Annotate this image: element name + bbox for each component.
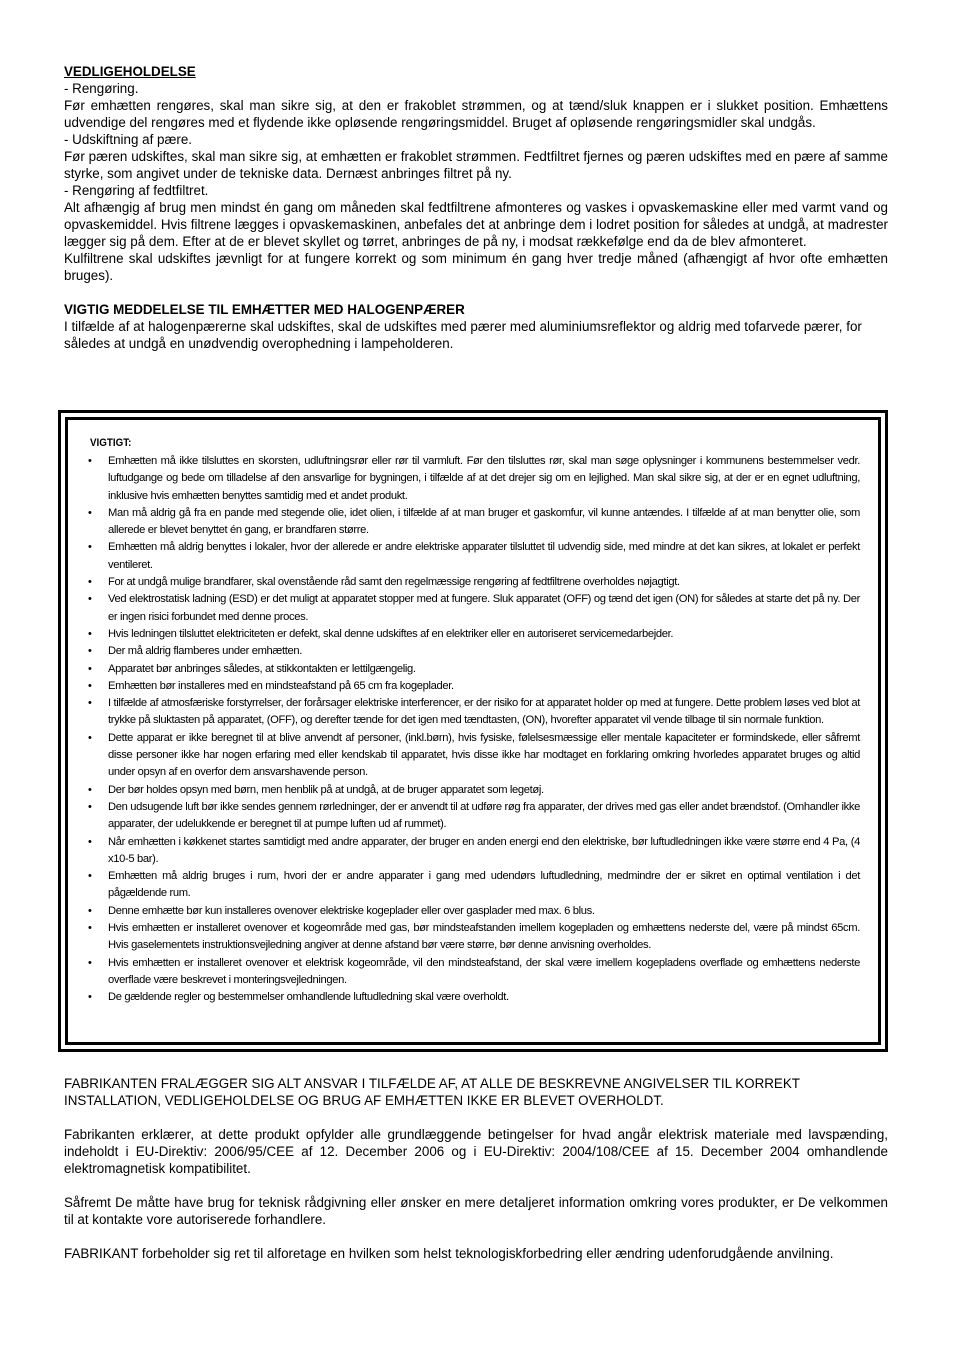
important-list-item (88, 678, 860, 695)
bullet-icon: • (88, 627, 92, 640)
cleaning-paragraph: Før emhætten rengøres, skal man sikre sig, at den er frakoblet strømmen, og at tænd/sluk knappen er i slukket position. Emhættens udvendige del rengøres med et flydende ikke opløsende rengøringsmiddel. Bruget af opløsende rengøringsmidler skal undgås. (64, 98, 888, 130)
important-list-item (88, 868, 860, 903)
filter-subheading: - Rengøring af fedtfiltret. (64, 183, 209, 198)
important-list-item-text: Der må aldrig flamberes under emhætten. (108, 645, 303, 658)
important-list-item-text: Emhætten må aldrig benyttes i lokaler, hvor der allerede er andre elektriske apparater tilsluttet til udvendig side, med mindre at det kan sikres, at lokalet er perfekt ventileret. (108, 541, 860, 571)
bullet-icon: • (88, 991, 92, 1004)
important-title: VIGTIGT: (90, 437, 132, 449)
footer-section (64, 1075, 888, 1279)
important-list-item-text: Emhætten må aldrig bruges i rum, hvori der er andre apparater i gang med udendørs luftudledning, medmindre der er sikret en optimal ventilation i det pågældende rum. (108, 870, 860, 900)
important-list-item (88, 834, 860, 869)
filter-paragraph: Alt afhængig af brug men mindst én gang om måneden skal fedtfiltrene afmonteres og vaskes i opvaskemaskine eller med varmt vand og opvaskemiddel. Hvis filtrene lægges i opvaskemaskinen, anbefales det at anbringe dem i lodret position for således at undgå, at madrester lægger sig på dem. Efter at de er blevet skyllet og tørret, anbringes de på ny, i modsat rækkefølge end da de blev afmonteret. (64, 200, 888, 249)
important-list-item-text: Når emhætten i køkkenet startes samtidigt med andre apparater, der bruger en anden energi end den elektriske, bør luftudledningen ikke være større end 4 Pa, (4 x10-5 bar). (108, 835, 860, 865)
bullet-icon: • (88, 956, 92, 969)
bullet-icon: • (88, 645, 92, 658)
reserve-paragraph: FABRIKANT forbeholder sig ret til alforetage en hvilken som helst teknologiskforbedring eller ændring udenforudgående anvilning. (64, 1246, 834, 1261)
important-list-item-text: Apparatet bør anbringes således, at stikkontakten er lettilgængelig. (108, 662, 416, 675)
bullet-icon: • (88, 593, 92, 606)
important-list-item-text: Dette apparat er ikke beregnet til at blive anvendt af personer, (inkl.børn), hvis fysiske, følelsesmæssige eller mentale kapaciteter er formindskede, eller såfremt disse personer ikke har nogen erfaring med eller kendskab til apparatet, hvis disse ikke har modtaget en forklaring omkring hvorledes apparatet bruges og altid under opsyn af en overfor dem ansvarshavende person. (108, 731, 860, 779)
important-list-item (88, 574, 860, 591)
bulb-subheading: - Udskiftning af pære. (64, 132, 193, 147)
halogen-heading: VIGTIG MEDDELELSE TIL EMHÆTTER MED HALOGENPÆRER (64, 302, 465, 317)
bullet-icon: • (88, 731, 92, 744)
important-notice-box (58, 410, 888, 1052)
bullet-icon: • (88, 506, 92, 519)
bullet-icon: • (88, 576, 92, 589)
important-list-item-text: Hvis emhætten er installeret ovenover et elektrisk kogeområde, vil den mindsteafstand, der skal være imellem kogepladens overflade og emhættens nederste overflade være beskrevet i monteringsvejledningen. (108, 956, 860, 986)
bullet-icon: • (88, 922, 92, 935)
important-list-item (88, 920, 860, 955)
important-list-item (88, 730, 860, 782)
important-list-item-text: De gældende regler og bestemmelser omhandlende luftudledning skal være overholdt. (108, 991, 509, 1004)
important-list-item (88, 591, 860, 626)
important-list-item (88, 782, 860, 799)
important-list-item (88, 903, 860, 920)
important-list-item-text: Ved elektrostatisk ladning (ESD) er det muligt at apparatet stopper med at fungere. Sluk apparatet (OFF) og tænd det igen (ON) for således at starte det på ny. Der er ingen risici forbundet med denne proces. (108, 593, 860, 623)
important-list-item-text: I tilfælde af atmosfæriske forstyrrelser, der forårsager elektriske interferencer, er der risiko for at apparatet holder op med at fungere. Dette problem løses ved blot at trykke på sluktasten på apparatet, (OFF), og derefter tænde for det igen med tændtasten, (ON), hvorefter apparatet vil vende tilbage til sin normale funktion. (108, 697, 860, 727)
bullet-icon: • (88, 800, 92, 813)
important-list-item-text: Man må aldrig gå fra en pande med stegende olie, idet olien, i tilfælde af at man bruger et gaskomfur, vil kunne antændes. I tilfælde af at man benytter olie, som allerede er blevet benyttet én gang, er brandfaren større. (108, 506, 860, 537)
important-list-item (88, 799, 860, 834)
important-list-item (88, 643, 860, 660)
important-notice-inner-frame (65, 417, 881, 1045)
important-list-item-text: Den udsugende luft bør ikke sendes gennem rørledninger, der er anvendt til at udføre røg fra apparater, der drives med gas eller andet brændstof. (Omhandler ikke apparater, der udelukkende er beregnet til at pumpe luften ud af rummet). (108, 800, 860, 831)
bullet-icon: • (88, 662, 92, 675)
bullet-icon: • (88, 679, 92, 692)
bulb-paragraph: Før pæren udskiftes, skal man sikre sig, at emhætten er frakoblet strømmen. Fedtfiltret fjernes og pæren udskiftes med en pære af samme styrke, som angivet under de tekniske data. Dernæst anbringes filtret på ny. (64, 149, 888, 181)
advice-paragraph: Såfremt De måtte have brug for teknisk rådgivning eller ønsker en mere detaljeret information omkring vores produkter, er De velkommen til at kontakte vore autoriserede forhandlere. (64, 1195, 888, 1227)
bullet-icon: • (88, 835, 92, 848)
important-list-item (88, 955, 860, 990)
important-list-item (88, 539, 860, 574)
cleaning-subheading: - Rengøring. (64, 81, 139, 96)
important-list-item (88, 505, 860, 540)
important-list-item-text: Emhætten bør installeres med en mindsteafstand på 65 cm fra kogeplader. (108, 679, 454, 692)
disclaimer-paragraph: FABRIKANTEN FRALÆGGER SIG ALT ANSVAR I TILFÆLDE AF, AT ALLE DE BESKREVNE ANGIVELSER TIL KORREKT INSTALLATION, VEDLIGEHOLDELSE OG BRUG AF EMHÆTTEN IKKE ER BLEVET OVERHOLDT. (64, 1076, 800, 1108)
important-list-item-text: Denne emhætte bør kun installeres ovenover elektriske kogeplader eller over gasplader med max. 6 blus. (108, 904, 595, 917)
bullet-icon: • (88, 783, 92, 796)
important-list-item-text: Emhætten må ikke tilsluttes en skorsten, udluftningsrør eller rør til varmluft. Før den tilsluttes rør, skal man søge oplysninger i kommunens bestemmelser vedr. luftudgange og bede om tilladelse af den ansvarlige for bygningen, i tilfælde af at det drejer sig om en lejlighed. Man skal sikre sig, at der er en egnet udluftning, inklusive hvis emhætten benyttes samtidig med et andet produkt. (108, 455, 860, 502)
important-list-item (88, 695, 860, 730)
important-list-item (88, 626, 860, 643)
bullet-icon: • (88, 904, 92, 917)
carbon-filter-paragraph: Kulfiltrene skal udskiftes jævnligt for at fungere korrekt og som minimum én gang hver tredje måned (afhængigt af hvor ofte emhætten bruges). (64, 251, 888, 283)
halogen-paragraph: I tilfælde af at halogenpærerne skal udskiftes, skal de udskiftes med pærer med aluminiumsreflektor og aldrig med tofarvede pærer, for således at undgå en unødvendig overophedning i lampeholderen. (64, 319, 862, 351)
bullet-icon: • (88, 541, 92, 554)
bullet-icon: • (88, 870, 92, 883)
maintenance-heading: VEDLIGEHOLDELSE (64, 64, 196, 79)
important-list-item-text: Hvis ledningen tilsluttet elektriciteten er defekt, skal denne udskiftes af en elektriker eller en autoriseret servicemedarbejder. (108, 627, 674, 640)
important-list-item-text: For at undgå mulige brandfarer, skal ovenstående råd samt den regelmæssige rengøring af fedtfiltrene overholdes nøjagtigt. (108, 576, 680, 589)
important-list-item (88, 661, 860, 678)
maintenance-section (64, 63, 888, 352)
bullet-icon: • (88, 455, 92, 467)
declaration-paragraph: Fabrikanten erklærer, at dette produkt opfylder alle grundlæggende betingelser for hvad angår elektrisk materiale med lavspænding, indeholdt i EU-Direktiv: 2006/95/CEE af 12. December 2006 og i EU-Direktiv: 2004/108/CEE af 15. December 2004 omhandlende elektromagnetisk kompatibilitet. (64, 1127, 888, 1176)
important-list-item-text: Der bør holdes opsyn med børn, men henblik på at undgå, at de bruger apparatet som legetøj. (108, 783, 544, 796)
important-list-item (88, 989, 860, 1006)
important-list (88, 453, 860, 1007)
bullet-icon: • (88, 697, 92, 710)
important-list-item-text: Hvis emhætten er installeret ovenover et kogeområde med gas, bør mindsteafstanden imellem kogepladen og emhættens nederste del, være på mindst 65cm. Hvis gaselementets instruktionsvejledning angiver at denne afstand bør være større, bør denne anvisning overholdes. (108, 922, 860, 952)
important-list-item (88, 453, 860, 505)
